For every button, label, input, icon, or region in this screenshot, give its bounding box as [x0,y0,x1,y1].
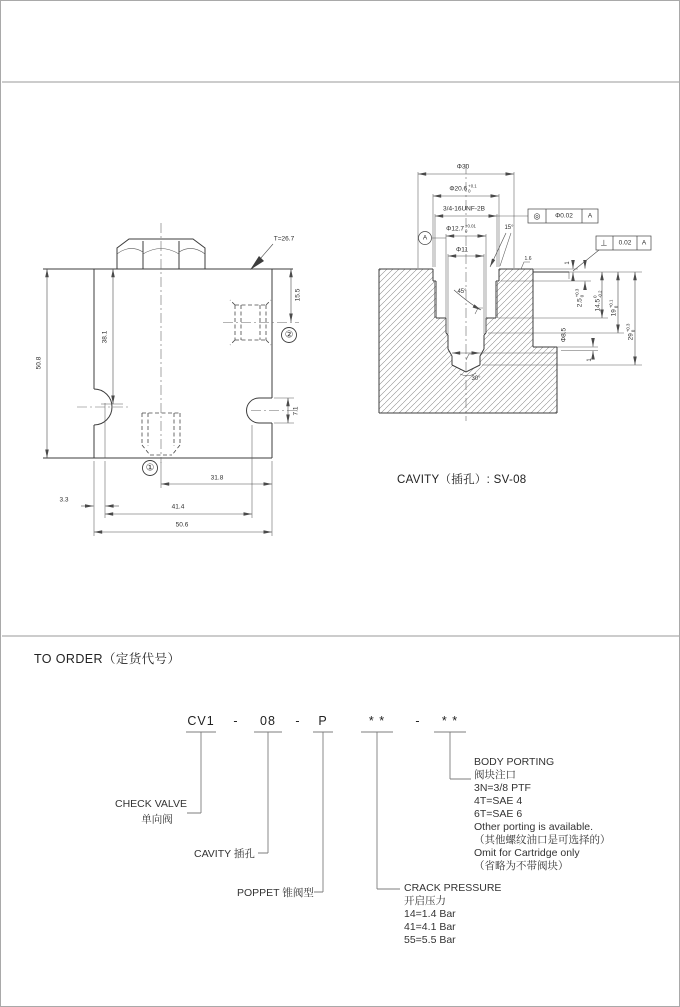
dim-31-8: 31.8 [210,474,224,482]
code-part-porting: * * [441,714,459,728]
datum-a-label: A [422,234,428,242]
dim-50-8: 50.8 [35,356,43,370]
depth-14-5: 14.5 0 -0.2 [592,290,602,312]
depth-2-5: 2.5 +0.3 0 [574,288,584,308]
step-dim-bottom: 1 [587,358,593,362]
dimension-lines [94,172,642,536]
perpendicularity-datum: A [641,239,647,247]
step-dim-top: 1 [565,261,571,265]
dim-41-4: 41.4 [171,503,185,511]
crack-pressure-block [404,882,501,947]
concentricity-datum: A [587,212,593,220]
crack-option: 41=4.1 Bar [404,921,456,933]
code-separator-2: - [295,714,301,728]
check-valve-label-en: CHECK VALVE [115,798,187,810]
dim-3-3: 3.3 [59,496,69,504]
cavity-label: CAVITY 插孔 [194,848,255,860]
order-connectors [186,732,471,892]
dim-d30: Φ30 [456,163,470,171]
poppet-label: POPPET 锥阀型 [237,887,314,899]
code-separator-3: - [415,714,421,728]
cavity-caption: CAVITY（插孔）: SV-08 [397,474,527,486]
crack-option: 14=1.4 Bar [404,908,456,920]
angle-30: 30° [471,376,481,382]
perpendicularity-value: 0.02 [618,239,632,247]
code-part-series: CV1 [187,714,215,728]
porting-option: 4T=SAE 4 [474,795,523,807]
port-circles [143,328,297,476]
dim-d20-6: Φ20.6 +0.1 0 [449,183,477,193]
angle-15: 15° [504,225,514,231]
crack-pressure-title: CRACK PRESSURE [404,882,502,894]
order-title: TO ORDER（定货代号） [34,652,181,666]
hidden-lines [142,300,271,455]
dim-15-5: 15.5 [294,288,302,302]
dim-d8-5: Φ8.5 [560,327,568,343]
body-porting-zh: 阀块注口 [474,769,516,781]
torque-arrow [250,256,264,270]
dim-d11: Φ11 [456,246,468,254]
porting-note: Other porting is available. [474,821,594,833]
porting-note: Omit for Cartridge only [474,847,580,859]
port-2-label: ② [284,329,294,341]
concentricity-icon: ◎ [533,211,541,221]
check-valve-label-zh: 单向阀 [141,813,173,826]
code-separator-1: - [233,714,239,728]
concentricity-value: Φ0.02 [555,212,573,220]
porting-note: （其他螺纹油口是可选择的） [474,834,611,846]
code-part-poppet: P [318,714,328,728]
dim-50-6: 50.6 [175,521,189,529]
code-part-cavity: 08 [260,714,276,728]
body-porting-title: BODY PORTING [474,756,555,768]
depth-29: 29 +0.3 0 [625,323,635,341]
porting-option: 6T=SAE 6 [474,808,523,820]
porting-option: 3N=3/8 PTF [474,782,531,794]
porting-note: （省略为不带阀块） [474,860,569,872]
code-part-pressure: * * [368,714,386,728]
body-porting-block [474,756,611,873]
port-1-label: ① [145,462,155,474]
crack-option: 55=5.5 Bar [404,934,456,946]
crack-pressure-zh: 开启压力 [404,895,446,907]
section-divider [2,82,680,636]
angle-45: 45° [457,289,467,295]
dim-7-1: 7.1 [292,406,300,416]
dim-38-1: 38.1 [101,330,109,344]
torque-dim-label: T=26.7 [273,235,295,243]
perpendicularity-icon: ⊥ [600,238,608,248]
cavity-hatch [379,269,557,413]
roughness-label: 1.6 [524,256,532,262]
dim-d12-7: Φ12.7 +0.01 0 [446,223,476,233]
thread-spec: 3/4-16UNF-2B [443,205,485,213]
depth-19: 19 +0.1 0 [608,299,618,317]
